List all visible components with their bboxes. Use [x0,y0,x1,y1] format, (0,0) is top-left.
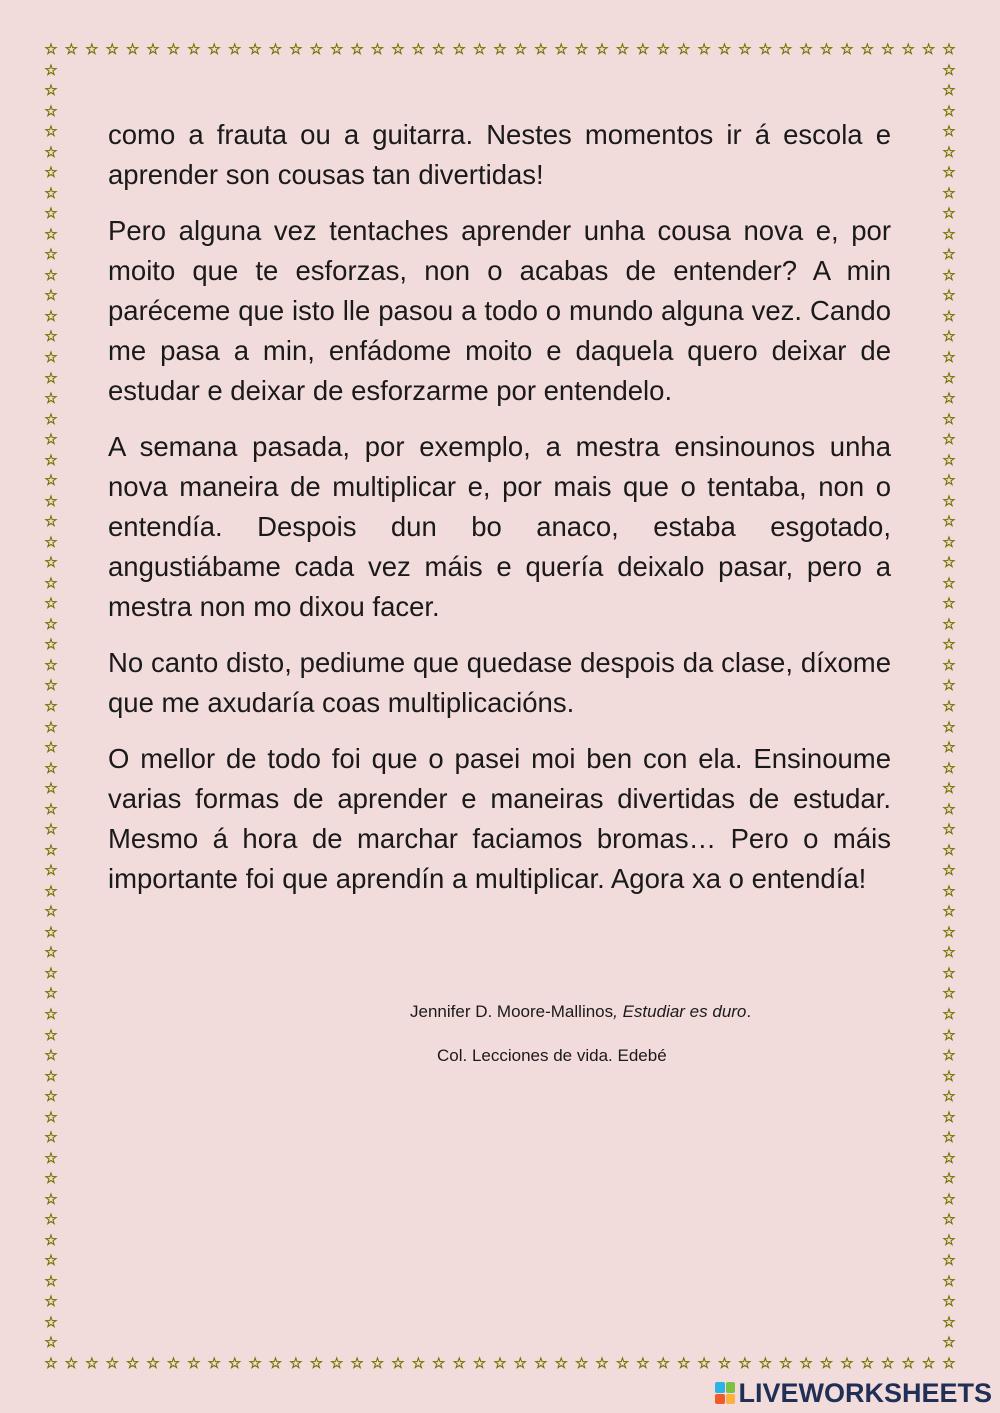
star-icon: ☆ [860,40,875,58]
star-icon: ☆ [942,1107,956,1126]
star-icon: ☆ [44,1169,58,1188]
star-icon: ☆ [615,40,630,58]
star-icon: ☆ [942,1128,956,1147]
star-icon: ☆ [595,1354,609,1372]
star-icon: ☆ [881,1354,895,1372]
star-icon: ☆ [44,799,58,818]
star-icon: ☆ [942,1169,956,1188]
star-icon: ☆ [574,40,589,58]
star-icon: ☆ [44,676,58,695]
star-icon: ☆ [44,1087,58,1106]
star-icon: ☆ [44,1354,58,1372]
star-icon: ☆ [44,532,58,551]
star-icon: ☆ [44,655,58,674]
star-icon: ☆ [44,40,58,58]
star-icon: ☆ [44,122,58,141]
star-icon: ☆ [942,471,956,490]
star-icon: ☆ [44,491,58,510]
star-icon: ☆ [942,1271,956,1290]
star-icon: ☆ [44,779,58,798]
star-icon: ☆ [840,40,854,58]
star-icon: ☆ [44,1312,58,1331]
star-icon: ☆ [309,40,324,58]
star-icon: ☆ [268,1354,283,1372]
star-icon: ☆ [942,820,956,839]
star-icon: ☆ [942,512,956,531]
star-icon: ☆ [207,40,221,58]
star-icon: ☆ [676,40,691,58]
star-icon: ☆ [44,327,58,346]
star-icon: ☆ [942,1025,956,1044]
star-icon: ☆ [472,1354,487,1372]
star-icon: ☆ [942,1066,956,1085]
star-icon: ☆ [942,224,956,243]
star-icon: ☆ [942,491,956,510]
star-icon: ☆ [370,40,385,58]
star-icon: ☆ [574,1354,589,1372]
star-icon: ☆ [758,1354,773,1372]
star-icon: ☆ [778,40,793,58]
star-icon: ☆ [942,1333,956,1352]
star-icon: ☆ [44,60,58,79]
star-icon: ☆ [942,389,956,408]
star-icon: ☆ [44,306,58,325]
star-icon: ☆ [44,553,58,572]
star-icon: ☆ [942,1046,956,1065]
star-icon: ☆ [942,286,956,305]
star-icon: ☆ [942,60,956,79]
star-icon: ☆ [942,717,956,736]
star-icon: ☆ [942,902,956,921]
star-icon: ☆ [44,1107,58,1126]
star-icon: ☆ [44,635,58,654]
star-icon: ☆ [942,327,956,346]
star-icon: ☆ [329,1354,344,1372]
star-icon: ☆ [44,594,58,613]
star-icon: ☆ [942,450,956,469]
star-icon: ☆ [44,738,58,757]
star-icon: ☆ [411,40,426,58]
star-icon: ☆ [942,738,956,757]
star-icon: ☆ [227,40,242,58]
star-icon: ☆ [819,40,834,58]
star-icon: ☆ [44,1046,58,1065]
star-icon: ☆ [289,40,303,58]
star-icon: ☆ [595,40,609,58]
star-icon: ☆ [432,1354,446,1372]
star-icon: ☆ [881,40,895,58]
star-icon: ☆ [554,1354,568,1372]
paragraph-2: Pero alguna vez tentaches aprender unha cousa nova e, por moito que te esforzas, non o acabas de entender? A min paréceme que isto lle pasou a todo o mundo alguna vez. Cando me pasa a min, enfádome moito e daquela quero deixar de estudar e deixar de esforzarme por entendelo. [108,215,891,406]
star-icon: ☆ [44,409,58,428]
star-icon: ☆ [44,81,58,100]
star-icon: ☆ [656,40,670,58]
star-icon: ☆ [44,286,58,305]
star-icon: ☆ [85,40,99,58]
star-icon: ☆ [942,347,956,366]
star-icon: ☆ [942,1251,956,1270]
logo-square-1 [715,1382,725,1393]
star-icon: ☆ [942,81,956,100]
star-icon: ☆ [942,101,956,120]
star-icon: ☆ [534,40,548,58]
star-icon: ☆ [44,471,58,490]
star-icon: ☆ [942,430,956,449]
star-icon: ☆ [901,1354,915,1372]
star-icon: ☆ [942,306,956,325]
star-icon: ☆ [942,265,956,284]
liveworksheets-logo[interactable] [715,1377,992,1409]
star-icon: ☆ [942,922,956,941]
paragraph-5: O mellor de todo foi que o pasei moi ben con ela. Ensinoume varias formas de aprender e maneiras divertidas de estudar. Mesmo á hora de marchar faciamos bromas… Pero o máis importante foi que aprendín a multiplicar. Agora xa o entendía! [108,743,891,894]
star-icon: ☆ [44,1333,58,1352]
star-icon: ☆ [44,758,58,777]
star-icon: ☆ [44,163,58,182]
star-icon: ☆ [44,1230,58,1249]
star-icon: ☆ [309,1354,324,1372]
star-icon: ☆ [493,1354,507,1372]
star-icon: ☆ [942,163,956,182]
star-icon: ☆ [942,861,956,880]
star-icon: ☆ [289,1354,303,1372]
logo-square-2 [726,1382,736,1393]
star-icon: ☆ [942,1210,956,1229]
star-icon: ☆ [44,204,58,223]
star-icon: ☆ [44,430,58,449]
star-icon: ☆ [44,265,58,284]
credit-author: Jennifer D. Moore-Mallinos [410,1002,614,1021]
star-icon: ☆ [44,389,58,408]
story-text [108,115,891,915]
star-icon: ☆ [44,697,58,715]
star-icon: ☆ [105,40,119,58]
star-icon: ☆ [248,1354,262,1372]
star-icon: ☆ [166,1354,181,1372]
paragraph-1: como a frauta ou a guitarra. Nestes momentos ir á escola e aprender son cousas tan divertidas! [108,119,891,190]
star-icon: ☆ [146,1354,160,1372]
star-icon: ☆ [942,881,956,900]
logo-square-4 [726,1394,736,1405]
star-icon: ☆ [676,1354,691,1372]
star-icon: ☆ [44,922,58,941]
star-icon: ☆ [227,1354,242,1372]
star-icon: ☆ [636,1354,650,1372]
source-credit [410,1002,751,1022]
star-icon: ☆ [942,984,956,1003]
star-icon: ☆ [942,142,956,161]
logo-icon [715,1382,735,1404]
star-icon: ☆ [942,594,956,613]
star-icon: ☆ [942,122,956,141]
star-icon: ☆ [921,1354,936,1372]
star-icon: ☆ [942,1230,956,1249]
star-icon: ☆ [942,676,956,695]
star-icon: ☆ [432,40,446,58]
star-icon: ☆ [44,1066,58,1085]
star-icon: ☆ [799,1354,813,1372]
star-icon: ☆ [44,614,58,633]
star-icon: ☆ [391,1354,405,1372]
credit-end: . [746,1002,752,1021]
star-icon: ☆ [44,717,58,736]
star-icon: ☆ [942,1148,956,1167]
star-icon: ☆ [942,963,956,982]
star-icon: ☆ [44,984,58,1003]
star-icon: ☆ [942,697,956,715]
star-icon: ☆ [942,943,956,962]
star-icon: ☆ [942,1354,956,1372]
star-icon: ☆ [350,1354,364,1372]
star-icon: ☆ [472,40,487,58]
star-icon: ☆ [146,40,160,58]
star-icon: ☆ [44,101,58,120]
star-icon: ☆ [187,1354,201,1372]
star-icon: ☆ [942,1087,956,1106]
collection-credit: Col. Lecciones de vida. Edebé [437,1046,667,1065]
star-icon: ☆ [44,943,58,962]
star-icon: ☆ [64,40,79,58]
star-icon: ☆ [44,820,58,839]
star-icon: ☆ [207,1354,221,1372]
star-icon: ☆ [901,40,915,58]
star-icon: ☆ [44,1004,58,1023]
logo-text: LIVEWORKSHEETS [738,1377,992,1408]
star-icon: ☆ [942,799,956,818]
star-icon: ☆ [44,902,58,921]
star-icon: ☆ [554,40,568,58]
logo-square-3 [715,1394,725,1405]
star-icon: ☆ [44,840,58,859]
star-icon: ☆ [942,532,956,551]
star-icon: ☆ [942,1189,956,1208]
star-icon: ☆ [44,1128,58,1147]
star-icon: ☆ [44,347,58,366]
star-icon: ☆ [799,40,813,58]
star-icon: ☆ [44,881,58,900]
star-icon: ☆ [44,963,58,982]
credit-separator: , [613,1002,623,1021]
star-icon: ☆ [615,1354,630,1372]
star-icon: ☆ [125,1354,140,1372]
star-icon: ☆ [921,40,936,58]
star-icon: ☆ [942,1292,956,1311]
star-icon: ☆ [44,368,58,387]
star-icon: ☆ [942,573,956,592]
star-icon: ☆ [942,779,956,798]
star-icon: ☆ [942,655,956,674]
star-icon: ☆ [411,1354,426,1372]
star-icon: ☆ [44,183,58,202]
star-icon: ☆ [452,1354,466,1372]
star-icon: ☆ [656,1354,670,1372]
star-icon: ☆ [942,368,956,387]
star-icon: ☆ [493,40,507,58]
star-icon: ☆ [452,40,466,58]
star-icon: ☆ [44,1025,58,1044]
credit-title: Estudiar es duro [622,1002,747,1021]
star-icon: ☆ [44,861,58,880]
star-icon: ☆ [942,1004,956,1023]
star-icon: ☆ [513,40,528,58]
star-icon: ☆ [44,1251,58,1270]
star-icon: ☆ [717,40,732,58]
star-icon: ☆ [44,224,58,243]
star-icon: ☆ [350,40,364,58]
star-icon: ☆ [105,1354,119,1372]
star-icon: ☆ [44,1210,58,1229]
star-icon: ☆ [329,40,344,58]
star-icon: ☆ [942,204,956,223]
star-icon: ☆ [778,1354,793,1372]
star-icon: ☆ [942,635,956,654]
star-icon: ☆ [44,245,58,264]
star-icon: ☆ [738,40,752,58]
star-icon: ☆ [942,40,956,58]
star-icon: ☆ [44,512,58,531]
star-icon: ☆ [513,1354,528,1372]
star-icon: ☆ [697,1354,711,1372]
star-icon: ☆ [44,1189,58,1208]
paragraph-3: A semana pasada, por exemplo, a mestra ensinounos unha nova maneira de multiplicar e, por mais que o tentaba, non o entendía. Despois dun bo anaco, estaba esgotado, angustiábame cada vez máis e quería deixalo pasar, pero a mestra non mo dixou facer. [108,431,891,622]
star-icon: ☆ [370,1354,385,1372]
star-icon: ☆ [819,1354,834,1372]
star-icon: ☆ [64,1354,79,1372]
star-icon: ☆ [125,40,140,58]
star-icon: ☆ [85,1354,99,1372]
star-icon: ☆ [860,1354,875,1372]
star-icon: ☆ [44,142,58,161]
star-icon: ☆ [636,40,650,58]
star-icon: ☆ [942,840,956,859]
star-icon: ☆ [942,758,956,777]
star-icon: ☆ [534,1354,548,1372]
star-icon: ☆ [942,183,956,202]
star-icon: ☆ [44,1148,58,1167]
star-icon: ☆ [942,409,956,428]
star-icon: ☆ [44,450,58,469]
star-icon: ☆ [942,245,956,264]
star-icon: ☆ [840,1354,854,1372]
star-icon: ☆ [44,1271,58,1290]
star-icon: ☆ [697,40,711,58]
star-icon: ☆ [44,1292,58,1311]
star-icon: ☆ [268,40,283,58]
star-icon: ☆ [187,40,201,58]
star-icon: ☆ [391,40,405,58]
star-icon: ☆ [942,553,956,572]
star-icon: ☆ [738,1354,752,1372]
paragraph-4: No canto disto, pediume que quedase despois da clase, díxome que me axudaría coas multiplicacións. [108,647,891,718]
star-icon: ☆ [758,40,773,58]
star-icon: ☆ [942,614,956,633]
star-icon: ☆ [44,573,58,592]
star-icon: ☆ [166,40,181,58]
star-icon: ☆ [942,1312,956,1331]
star-icon: ☆ [248,40,262,58]
star-icon: ☆ [717,1354,732,1372]
